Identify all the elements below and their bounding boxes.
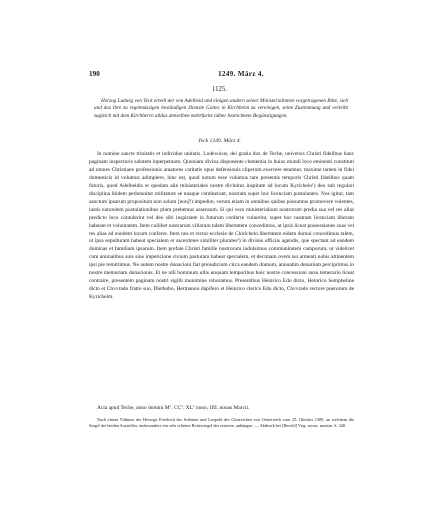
dateline: Teck 1249. März 4. <box>198 138 241 144</box>
charter-text: In nomine sancte trinitatis et individue unitatis. Lodewicus, dei gratia dux de Teche, universis Christi fidelibus hanc paginam inspecturis salutem inperpetuum. Quoniam divina disponente clementia in huius mundi loco eminenti constituti ad omnes Christiane professionis amatores caritatis opus defensionis cliperum exercere tenemur, maxime tamen in fidei domesticis id volumus adimplere, hinc est, quod notum esse volumus tam presentis temporis Christi fidelibus quam futuris, quod Adelheidis et quedam alie ministeriales nostre divinitus inspirate ad locum Kyrichein¹) deo sub regulari disciplina ibidem perhenniter militature se nuaque continerunt, nostram super hoc licenciam postulantes. Nos igitur, tam sanctum ipsarum propositum non solum [non]²) impedire, verum etiam in omnibus quibus possumus promovere volentes, iustis earundem postulationibus plum prebemus assensum. Si qui vero ministerialium nostrorum predia sua vel res alias predicto loco contulerint vel deo sibi inspirante in futurum conferre voluerint, super hoc nostram licenciam liberam habeant et voluntatem. Item cuilibet nostrarum villarum talem libertatem concedimus, ut ipsis liceat possessiones suas vel res alias ad eundem locum conferre. Item nos et rector ecclesie de Chirichein libertatem eidem domui concedimus talem, ut ipsa sepulturam habeat specialem et sacerdotes similiter plurales³) in divinis officiis agendis, que spectant ad eandem dominas et familiam ipsarum. Item prefate Christi famille nostrorum indulsimus communitatem camporum, ut videlicet cum animalibus suis sine impeticione civium pasturam habeat specialem, et decimam ovem sui armenti nobis attinentem ipsi pie remittimus. Ne autem nostre donacioni fiat preiudicium circa eandem domum, annuatim denarium perciprimus in nostre memoriam donacionis. Et ne ulli hominum ullis unquam temporibus huic nostre concessioni ausu temerario liceat contraire, presentem paginam nostri sigilli munimine roboramus. Presentibus Heinrico Edo dicto, Heinrico Sempheline dicto et Chvvrado fratre suo, Diethobo, Hermanno dapifero et Heinrico clerico Edo dicto, Chvvrado rectore puerorum de Kyricheim. <box>89 151 355 301</box>
running-header <box>89 69 354 79</box>
regest-summary: Herzog Ludwig von Teck erteilt der von Adelheid und einigen andern seiner Ministerialinnen vorgetragenen Bitte, sich und das Ihre zu regelmässigen beständigen Dienste Gottes in Kirchheim zu vereinigen, seine Zustimmung und verleiht zugleich mit dem Kirchherrn alldas denselben mehrfache näher bezeichnete Begünstigungen. <box>94 98 348 119</box>
editorial-note: Nach einem Vidimus der Herzoge Friedrich des Schönen und Leopold des Glorreichen von Oesterreich vom 25. Oktober 1309, an welchem die Siegel der beiden Aussteller, insbesondere ein sehr schönes Reitersiegel des ersteren, anhängen. — Abdruck bei [Besold] Virg. sacrar. monim. S. 340. <box>89 417 354 429</box>
running-title: 1249. März 4. <box>218 70 264 78</box>
document-number: 1125. <box>211 86 228 93</box>
page-number: 190 <box>89 70 100 78</box>
dating-clause: Acta apud Teche, anno domini Mº. CCº. XLº nono, IIII. nonas Marcii. <box>97 405 250 411</box>
